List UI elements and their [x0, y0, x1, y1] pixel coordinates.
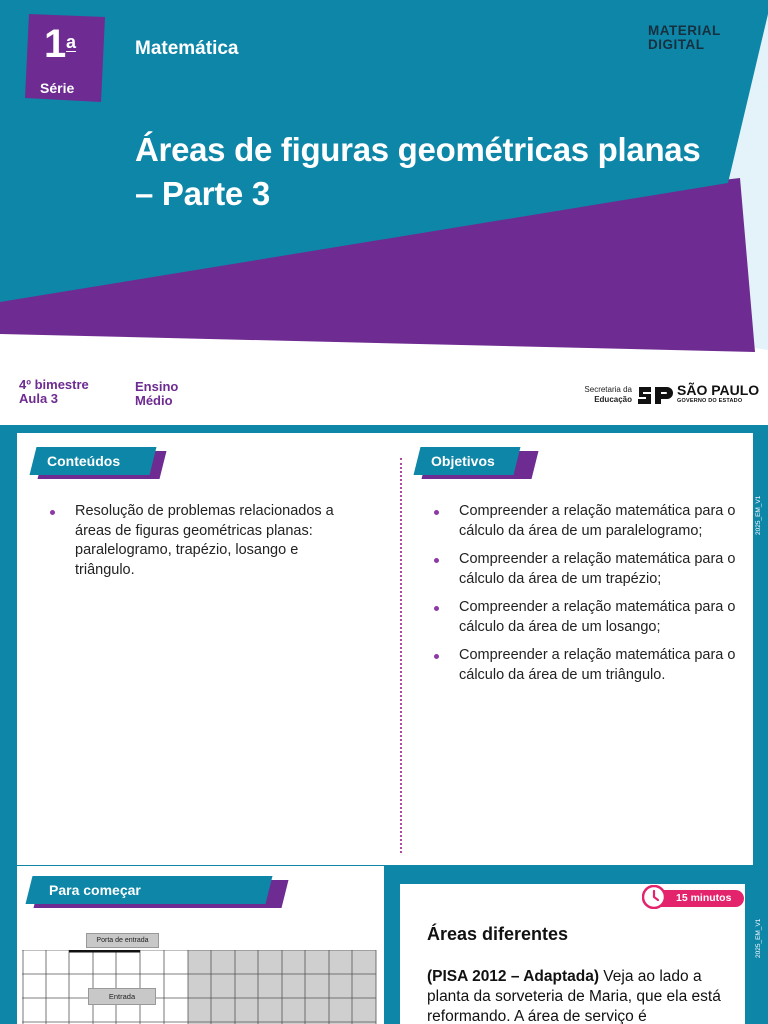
- conteudos-list: [42, 502, 342, 589]
- contents-objectives-slide: [0, 425, 768, 866]
- column-divider: [400, 458, 402, 853]
- timer-badge: [642, 885, 745, 909]
- aula-label: Aula 3: [19, 391, 59, 406]
- objetivos-list: [426, 502, 746, 694]
- problem-body: Veja ao lado a planta da sorveteria de Maria, que ela está reformando. A área de serviço é: [427, 968, 721, 1024]
- problem-title: Áreas diferentes: [427, 924, 569, 944]
- list-item: Compreender a relação matemática para o cálculo da área de um trapézio;: [426, 550, 746, 589]
- ensino-line-1: Ensino: [135, 379, 179, 394]
- list-item: Compreender a relação matemática para o cálculo da área de um losango;: [426, 598, 746, 637]
- door-label: Porta de entrada: [86, 933, 159, 948]
- timer-label: 15 minutos: [676, 892, 732, 904]
- conteudos-label: Conteúdos: [47, 453, 121, 469]
- material-digital-logo: [648, 24, 748, 52]
- cover-slide: [0, 0, 768, 425]
- serie-label: Série: [40, 80, 75, 96]
- problem-text: [427, 967, 737, 1024]
- floor-plan-panel: [17, 866, 384, 1024]
- objetivos-tag: [417, 447, 537, 475]
- para-comecar-tag: [29, 876, 284, 904]
- subject-label: Matemática: [135, 38, 239, 59]
- education-level: [135, 380, 178, 408]
- list-item: Compreender a relação matemática para o cálculo da área de um paralelogramo;: [426, 502, 746, 541]
- sao-paulo-label: SÃO PAULO: [677, 382, 760, 398]
- slide-code: 2025_EM_V1: [755, 495, 762, 535]
- floor-plan-grid: [22, 950, 377, 1024]
- objetivos-label: Objetivos: [431, 453, 495, 469]
- lesson-period: [19, 378, 89, 406]
- lesson-title: Áreas de figuras geométricas planas – Parte 3: [135, 131, 701, 212]
- ensino-line-2: Médio: [135, 393, 173, 408]
- slide-card: [17, 433, 753, 865]
- secretaria-label: Secretaria da Educação: [584, 385, 632, 404]
- serie-number: 1: [44, 22, 66, 66]
- governo-estado-label: GOVERNO DO ESTADO: [677, 398, 743, 404]
- brand-line-1: MATERIAL: [648, 23, 721, 38]
- list-item: Compreender a relação matemática para o cálculo da área de um triângulo.: [426, 646, 746, 685]
- bimestre-label: 4º bimestre: [19, 377, 89, 392]
- para-comecar-label: Para começar: [49, 882, 141, 898]
- clock-icon: [642, 885, 666, 909]
- entry-label: Entrada: [88, 988, 156, 1005]
- problem-source: (PISA 2012 – Adaptada): [427, 968, 599, 985]
- brand-line-2: DIGITAL: [648, 37, 705, 52]
- slide-code: 2025_EM_V1: [755, 918, 762, 958]
- serie-superscript: a: [66, 32, 77, 52]
- sp-emblem-icon: [636, 383, 674, 407]
- conteudos-tag: [33, 447, 163, 475]
- list-item: Resolução de problemas relacionados a áreas de figuras geométricas planas: paralelogramo, trapézio, losango e triângulo.: [42, 502, 342, 580]
